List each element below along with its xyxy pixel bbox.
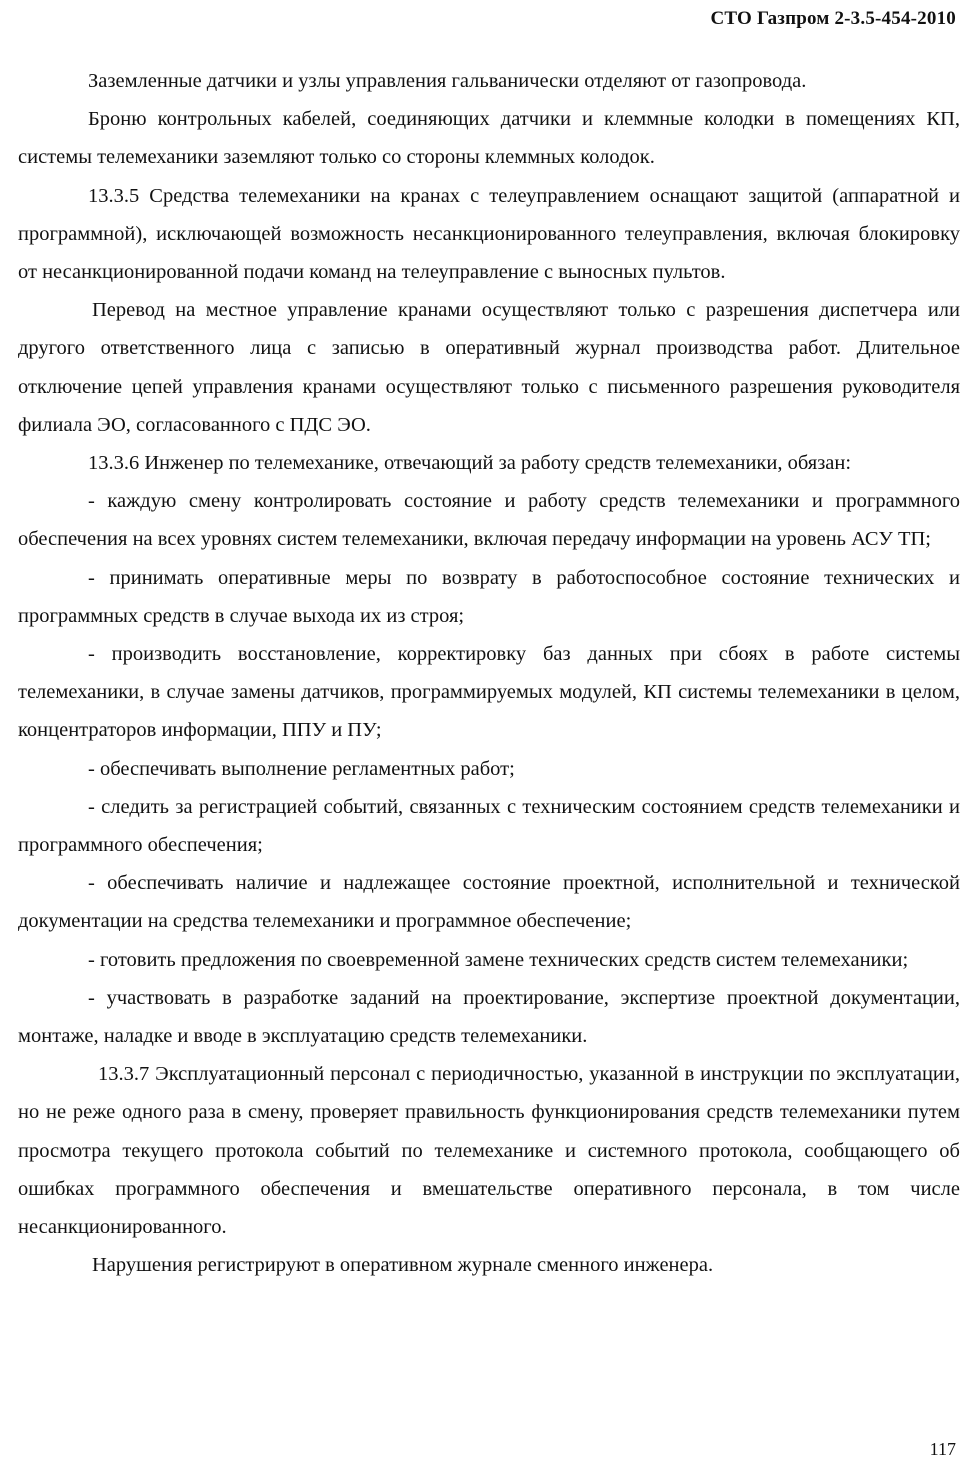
paragraph-13-3-5: 13.3.5 Средства телемеханики на кранах с телеуправлением оснащают защитой (аппаратной и программной), исключающей возможность несанкционированного телеуправления, включая блокировку от несанкционированной подачи команд на телеуправление с выносных пультов. xyxy=(18,184,960,284)
paragraph-13-3-6: 13.3.6 Инженер по телемеханике, отвечающий за работу средств телемеханики, обязан: xyxy=(88,452,852,475)
list-item-duty-maintenance: - обеспечивать выполнение регламентных работ; xyxy=(88,757,515,780)
list-item-duty-documentation: - обеспечивать наличие и надлежащее состояние проектной, исполнительной и технической документации на средства телемеханики и программное обеспечение; xyxy=(18,872,960,933)
list-item-duty-design: - участвовать в разработке заданий на проектирование, экспертизе проектной документации, монтаже, наладке и вводе в эксплуатацию средств телемеханики. xyxy=(18,986,960,1048)
list-item-duty-database: - производить восстановление, корректировку баз данных при сбоях в работе системы телемеханики, в случае замены датчиков, программируемых модулей, КП системы телемеханики в целом, концентраторов информации, ППУ и ПУ; xyxy=(18,643,960,742)
list-item-duty-replacement: - готовить предложения по своевременной замене технических средств систем телемеханики; xyxy=(88,948,909,971)
document-body xyxy=(18,62,960,1285)
document-header: СТО Газпром 2-3.5-454-2010 xyxy=(710,8,956,29)
page-number: 117 xyxy=(929,1439,956,1459)
paragraph-grounded-sensors: Заземленные датчики и узлы управления гальванически отделяют от газопровода. xyxy=(88,70,807,92)
paragraph-local-control: Перевод на местное управление кранами осуществляют только с разрешения диспетчера или другого ответственного лица с записью в оперативный журнал производства работ. Длительное отключение цепей управления кранами осуществляют только с письменного разрешения руководителя филиала ЭО, согласованного с ПДС ЭО. xyxy=(18,299,960,436)
paragraph-13-3-7: 13.3.7 Эксплуатационный персонал с периодичностью, указанной в инструкции по эксплуатации, но не реже одного раза в смену, проверяет правильность функционирования средств телемеханики путем просмотра текущего протокола событий по телемеханике и системного протокола, сообщающего об ошибках программного обеспечения и вмешательстве оперативного персонала, в том числе несанкционированного. xyxy=(18,1063,960,1239)
paragraph-violations: Нарушения регистрируют в оперативном журнале сменного инженера. xyxy=(92,1254,714,1277)
paragraph-cable-armor: Броню контрольных кабелей, соединяющих датчики и клеммные колодки в помещениях КП, системы телемеханики заземляют только со стороны клеммных колодок. xyxy=(18,108,960,169)
list-item-duty-events: - следить за регистрацией событий, связанных с техническим состоянием средств телемеханики и программного обеспечения; xyxy=(18,795,960,857)
list-item-duty-monitor: - каждую смену контролировать состояние и работу средств телемеханики и программного обеспечения на всех уровнях систем телемеханики, включая передачу информации на уровень АСУ ТП; xyxy=(18,490,960,551)
list-item-duty-restore: - принимать оперативные меры по возврату в работоспособное состояние технических и программных средств в случае выхода их из строя; xyxy=(18,566,960,627)
